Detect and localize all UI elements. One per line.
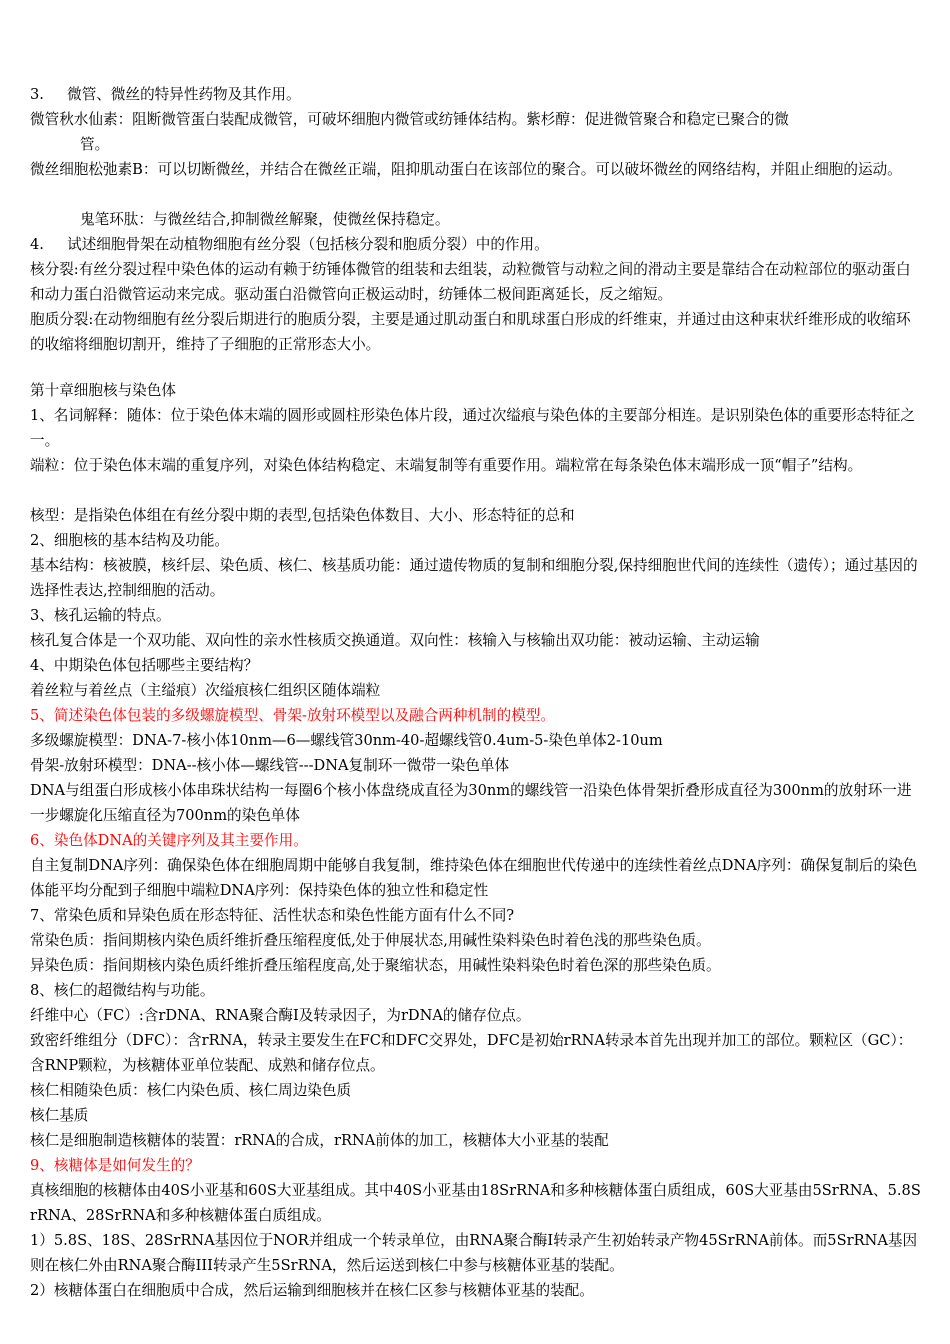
paragraph-ribosome-composition: 真核细胞的核糖体由40S小亚基和60S大亚基组成。其中40S小亚基由18SrRNA和多种核糖体蛋白质组成，60S大亚基由5SrRNA、5.8SrRNA、28SrRNA和多种核糖体蛋白质组成。 (30, 1182, 921, 1224)
paragraph-q6-heading: 6、染色体DNA的关键序列及其主要作用。 (30, 832, 308, 849)
paragraph-satellite: 1、名词解释：随体：位于染色体末端的圆形或圆柱形染色体片段，通过次缢痕与染色体的主要部分相连。是识别染色体的重要形态特征之一。 (30, 407, 915, 449)
paragraph-fibrillar-center: 纤维中心（FC）:含rDNA、RNA聚合酶Ⅰ及转录因子，为rDNA的储存位点。 (30, 1007, 531, 1024)
paragraph-microtubule-drugs-cont: 管。 (80, 136, 110, 153)
paragraph-dna-sequences: 自主复制DNA序列：确保染色体在细胞周期中能够自我复制，维持染色体在细胞世代传递中的连续性着丝点DNA序列：确保复制后的染色体能平均分配到子细胞中端粒DNA序列：保持染色体的独立性和稳定性 (30, 857, 918, 899)
paragraph-karyokinesis: 核分裂:有丝分裂过程中染色体的运动有赖于纺锤体微管的组装和去组装，动粒微管与动粒之间的滑动主要是靠结合在动粒部位的驱动蛋白和动力蛋白沿微管运动来完成。驱动蛋白沿微管向正极运动时，纺锤体二极间距离延长，反之缩短。 (30, 261, 911, 303)
paragraph-microfilament-drugs: 微丝细胞松弛素B：可以切断微丝，并结合在微丝正端，阻抑肌动蛋白在该部位的聚合。可以破坏微丝的网络结构，并阻止细胞的运动。 (30, 161, 902, 178)
paragraph-combined-model: DNA与组蛋白形成核小体串珠状结构一每圈6个核小体盘绕成直径为30nm的螺线管一沿染色体骨架折叠形成直径为300nm的放射环一进一步螺旋化压缩直径为700nm的染色单体 (30, 782, 912, 824)
paragraph-karyotype: 核型：是指染色体组在有丝分裂中期的表型,包括染色体数目、大小、形态特征的总和 (30, 507, 575, 524)
paragraph-q4b-heading: 4、中期染色体包括哪些主要结构？ (30, 657, 259, 674)
paragraph-q8-heading: 8、核仁的超微结构与功能。 (30, 982, 215, 999)
paragraph-euchromatin: 常染色质：指间期核内染色质纤维折叠压缩程度低,处于伸展状态,用碱性染料染色时着色浅的那些染色质。 (30, 932, 711, 949)
paragraph-microtubule-drugs: 微管秋水仙素：阻断微管蛋白装配成微管，可破坏细胞内微管或纺锤体结构。紫杉醇：促进微管聚合和稳定已聚合的微 (30, 111, 789, 128)
paragraph-ribosomal-protein: 2）核糖体蛋白在细胞质中合成，然后运输到细胞核并在核仁区参与核糖体亚基的装配。 (30, 1282, 594, 1299)
paragraph-phalloidin: 鬼笔环肽：与微丝结合,抑制微丝解聚，使微丝保持稳定。 (80, 211, 450, 228)
paragraph-nucleolar-chromatin: 核仁相随染色质：核仁内染色质、核仁周边染色质 (30, 1082, 352, 1099)
chapter-title: 第十章细胞核与染色体 (30, 382, 176, 399)
paragraph-telomere: 端粒：位于染色体末端的重复序列，对染色体结构稳定、末端复制等有重要作用。端粒常在每条染色体末端形成一顶“帽子”结构。 (30, 457, 863, 474)
paragraph-q9-heading: 9、核糖体是如何发生的？ (30, 1157, 200, 1174)
paragraph-q5-heading: 5、简述染色体包装的多级螺旋模型、骨架-放射环模型以及融合两种机制的模型。 (30, 707, 556, 724)
paragraph-cytokinesis: 胞质分裂:在动物细胞有丝分裂后期进行的胞质分裂，主要是通过肌动蛋白和肌球蛋白形成的纤维束，并通过由这种束状纤维形成的收缩环的收缩将细胞切割开，维持了子细胞的正常形态大小。 (30, 311, 911, 353)
paragraph-nuclear-pore: 核孔复合体是一个双功能、双向性的亲水性核质交换通道。双向性：核输入与核输出双功能：被动运输、主动运输 (30, 632, 760, 649)
paragraph-nucleus-structure: 基本结构：核被膜，核纤层、染色质、核仁、核基质功能：通过遗传物质的复制和细胞分裂,保持细胞世代间的连续性（遗传）；通过基因的选择性表达,控制细胞的活动。 (30, 557, 918, 599)
paragraph-scaffold-model: 骨架-放射环模型：DNA--核小体—螺线管---DNA复制环一微带一染色单体 (30, 757, 510, 774)
paragraph-q2-heading: 2、细胞核的基本结构及功能。 (30, 532, 230, 549)
paragraph-q3b-heading: 3、核孔运输的特点。 (30, 607, 171, 624)
paragraph-dfc-gc: 致密纤维组分（DFC）：含rRNA，转录主要发生在FC和DFC交界处，DFC是初始rRNA转录本首先出现并加工的部位。颗粒区（GC）：含RNP颗粒，为核糖体亚单位装配、成熟和储存位点。 (30, 1032, 913, 1074)
paragraph-multilevel-model: 多级螺旋模型：DNA-7-核小体10nm—6—螺线管30nm-40-超螺线管0.4um-5-染色单体2-10um (30, 732, 663, 749)
paragraph-q4-heading: 4. 试述细胞骨架在动植物细胞有丝分裂（包括核分裂和胞质分裂）中的作用。 (30, 236, 549, 253)
paragraph-heterochromatin: 异染色质：指间期核内染色质纤维折叠压缩程度高,处于聚缩状态，用碱性染料染色时着色深的那些染色质。 (30, 957, 721, 974)
paragraph-q7-heading: 7、常染色质和异染色质在形态特征、活性状态和染色性能方面有什么不同? (30, 907, 515, 924)
paragraph-rrna-transcription: 1）5.8S、18S、28SrRNA基因位于NOR并组成一个转录单位，由RNA聚合酶Ⅰ转录产生初始转录产物45SrRNA前体。而5SrRNA基因则在核仁外由RNA聚合酶III转录产生5SrRNA，然后运送到核仁中参与核糖体亚基的装配。 (30, 1232, 918, 1274)
paragraph-q3-heading: 3. 微管、微丝的特异性药物及其作用。 (30, 86, 301, 103)
paragraph-nucleolar-matrix: 核仁基质 (30, 1107, 89, 1124)
paragraph-nucleolus-function: 核仁是细胞制造核糖体的装置：rRNA的合成，rRNA前体的加工，核糖体大小亚基的装配 (30, 1132, 609, 1149)
paragraph-metaphase-structures: 着丝粒与着丝点（主缢痕）次缢痕核仁组织区随体端粒 (30, 682, 381, 699)
